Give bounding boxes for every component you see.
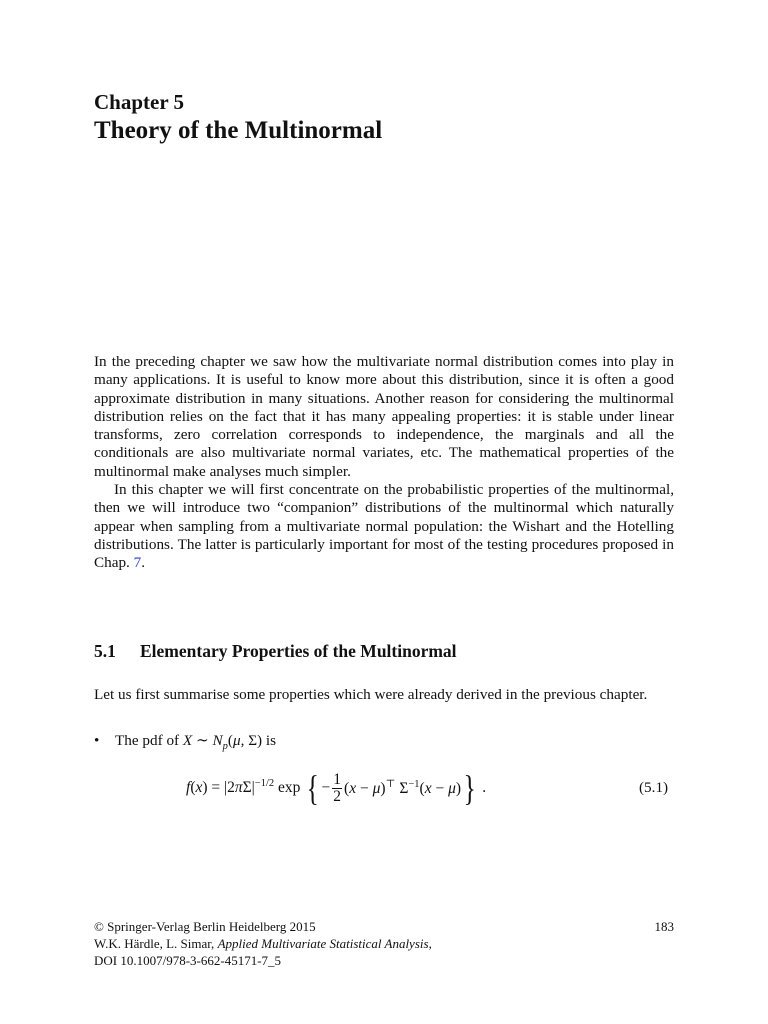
chapter-7-link[interactable]: 7 — [133, 554, 142, 572]
intro-section — [94, 353, 674, 573]
equation-number: (5.1) — [639, 779, 669, 796]
footer-comma: , — [428, 936, 432, 951]
intro-paragraph-2 — [94, 481, 674, 572]
bullet-text: The pdf of — [115, 732, 180, 749]
equation-body: $f(x) = |2\pi\Sigma|^{-1/2}$ exp { − $\frac{1}{2}$ (x − μ)⊤ $\Sigma^{-1}(x - \mu)$ } . — [186, 768, 487, 808]
footer-copyright: © Springer-Verlag Berlin Heidelberg 2015 — [94, 919, 316, 934]
footer-authors: W.K. Härdle, L. Simar, — [94, 936, 215, 951]
footer-book-title: Applied Multivariate Statistical Analysis — [217, 936, 429, 951]
right-brace: } — [463, 768, 476, 808]
section-heading — [94, 640, 457, 662]
footer-citation — [94, 935, 674, 952]
intro-paragraph-2-text: In this chapter we will first concentrate on the probabilistic properties of the multinormal, then we will introduce two “companion” distributions of the multinormal which naturally appear when sampling from a multivariate normal population: the Wishart and the Hotelling distributions. The latter is particularly important for most of the testing procedures proposed in Chap. — [94, 481, 674, 572]
equation-5-1 — [186, 765, 486, 811]
intro-paragraph-1: In the preceding chapter we saw how the multivariate normal distribution comes into play in many applications. It is useful to know more about this distribution, since it is often a good approximate distribution in many situations. Another reason for considering the multinormal distribution relies on the fact that it has many appealing properties: it is stable under linear transforms, zero correlation corresponds to independence, the marginals and all the conditionals are also multivariate normal variates, etc. The mathematical properties of the multinormal make analyses much simpler. — [94, 353, 674, 480]
left-brace: { — [306, 768, 319, 808]
chapter-label: Chapter 5 — [94, 90, 185, 114]
page-number: 183 — [654, 919, 674, 934]
bullet-item — [94, 732, 276, 756]
bullet-marker: • — [94, 732, 100, 749]
bullet-math: X ∼ $N_p(\mu$, Σ) is — [182, 732, 277, 753]
fraction-one-half: $\frac{1}{2}$ — [333, 770, 342, 805]
chapter-title: Theory of the Multinormal — [94, 117, 383, 144]
footer — [94, 918, 674, 969]
section-number: 5.1 — [94, 641, 116, 661]
section-paragraph: Let us first summarise some properties which were already derived in the previous chapter. — [94, 686, 648, 703]
section-body — [94, 686, 674, 704]
page — [94, 0, 674, 1024]
section-title: Elementary Properties of the Multinormal — [140, 641, 457, 661]
footer-doi: DOI 10.1007/978-3-662-45171-7_5 — [94, 953, 282, 968]
intro-paragraph-2-end: . — [141, 554, 146, 572]
